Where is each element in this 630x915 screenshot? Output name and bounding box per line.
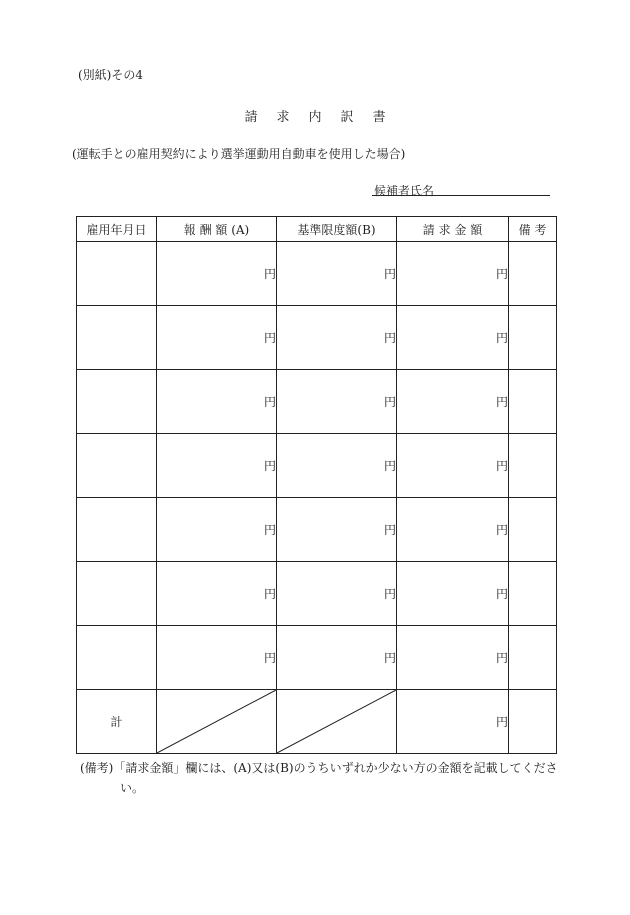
employment-date-cell[interactable] xyxy=(77,498,157,562)
claim-amount-cell[interactable]: 円 xyxy=(397,498,509,562)
table-row xyxy=(77,242,557,306)
remuneration-cell[interactable]: 円 xyxy=(157,498,277,562)
claim-amount-cell[interactable]: 円 xyxy=(397,306,509,370)
standard-limit-cell[interactable]: 円 xyxy=(277,498,397,562)
table-row xyxy=(77,306,557,370)
diagonal-strike xyxy=(157,690,276,753)
standard-limit-cell[interactable]: 円 xyxy=(277,562,397,626)
table-row xyxy=(77,370,557,434)
table-header-row xyxy=(77,217,557,242)
form-label: (別紙)その4 xyxy=(78,68,143,82)
header-standard-limit: 基準限度額(B) xyxy=(277,217,397,242)
standard-limit-cell[interactable]: 円 xyxy=(277,306,397,370)
claim-breakdown-table xyxy=(76,216,557,754)
table-row xyxy=(77,626,557,690)
remuneration-cell[interactable]: 円 xyxy=(157,306,277,370)
remarks-note xyxy=(80,758,560,798)
candidate-name-label: 候補者氏名 xyxy=(374,184,435,198)
claim-amount-cell[interactable]: 円 xyxy=(397,562,509,626)
employment-date-cell[interactable] xyxy=(77,242,157,306)
remarks-cell[interactable] xyxy=(509,562,557,626)
employment-date-cell[interactable] xyxy=(77,370,157,434)
standard-limit-cell[interactable]: 円 xyxy=(277,434,397,498)
claim-amount-cell[interactable]: 円 xyxy=(397,370,509,434)
standard-limit-cell[interactable]: 円 xyxy=(277,370,397,434)
header-claim-amount: 請 求 金 額 xyxy=(397,217,509,242)
standard-limit-total-struck xyxy=(277,690,397,754)
claim-amount-total-cell[interactable]: 円 xyxy=(397,690,509,754)
employment-date-cell[interactable] xyxy=(77,306,157,370)
total-row xyxy=(77,690,557,754)
remarks-note-line-2: い。 xyxy=(120,781,145,795)
header-remarks: 備 考 xyxy=(509,217,557,242)
header-employment-date: 雇用年月日 xyxy=(77,217,157,242)
diagonal-strike xyxy=(277,690,396,753)
employment-date-cell[interactable] xyxy=(77,626,157,690)
table-row xyxy=(77,562,557,626)
remarks-cell[interactable] xyxy=(509,242,557,306)
remuneration-cell[interactable]: 円 xyxy=(157,626,277,690)
claim-amount-cell[interactable]: 円 xyxy=(397,626,509,690)
employment-date-cell[interactable] xyxy=(77,562,157,626)
remarks-cell[interactable] xyxy=(509,626,557,690)
standard-limit-cell[interactable]: 円 xyxy=(277,626,397,690)
remuneration-total-struck xyxy=(157,690,277,754)
table-row xyxy=(77,434,557,498)
remuneration-cell[interactable]: 円 xyxy=(157,242,277,306)
remuneration-cell[interactable]: 円 xyxy=(157,370,277,434)
header-remuneration: 報 酬 額 (A) xyxy=(157,217,277,242)
remarks-cell[interactable] xyxy=(509,434,557,498)
employment-date-cell[interactable] xyxy=(77,434,157,498)
candidate-name-line xyxy=(372,195,550,196)
remarks-cell[interactable] xyxy=(509,370,557,434)
claim-amount-cell[interactable]: 円 xyxy=(397,242,509,306)
document-title: 請求内訳書 xyxy=(244,110,405,125)
total-label: 計 xyxy=(77,690,157,754)
remuneration-cell[interactable]: 円 xyxy=(157,434,277,498)
document-subtitle: (運転手との雇用契約により選挙運動用自動車を使用した場合) xyxy=(72,147,406,161)
remarks-note-line-1: (備考)「請求金額」欄には、(A)又は(B)のうちいずれか少ない方の金額を記載してくださ xyxy=(80,761,558,775)
remarks-cell[interactable] xyxy=(509,306,557,370)
standard-limit-cell[interactable]: 円 xyxy=(277,242,397,306)
remarks-cell[interactable] xyxy=(509,498,557,562)
claim-amount-cell[interactable]: 円 xyxy=(397,434,509,498)
table-row xyxy=(77,498,557,562)
remuneration-cell[interactable]: 円 xyxy=(157,562,277,626)
remarks-total-cell[interactable] xyxy=(509,690,557,754)
